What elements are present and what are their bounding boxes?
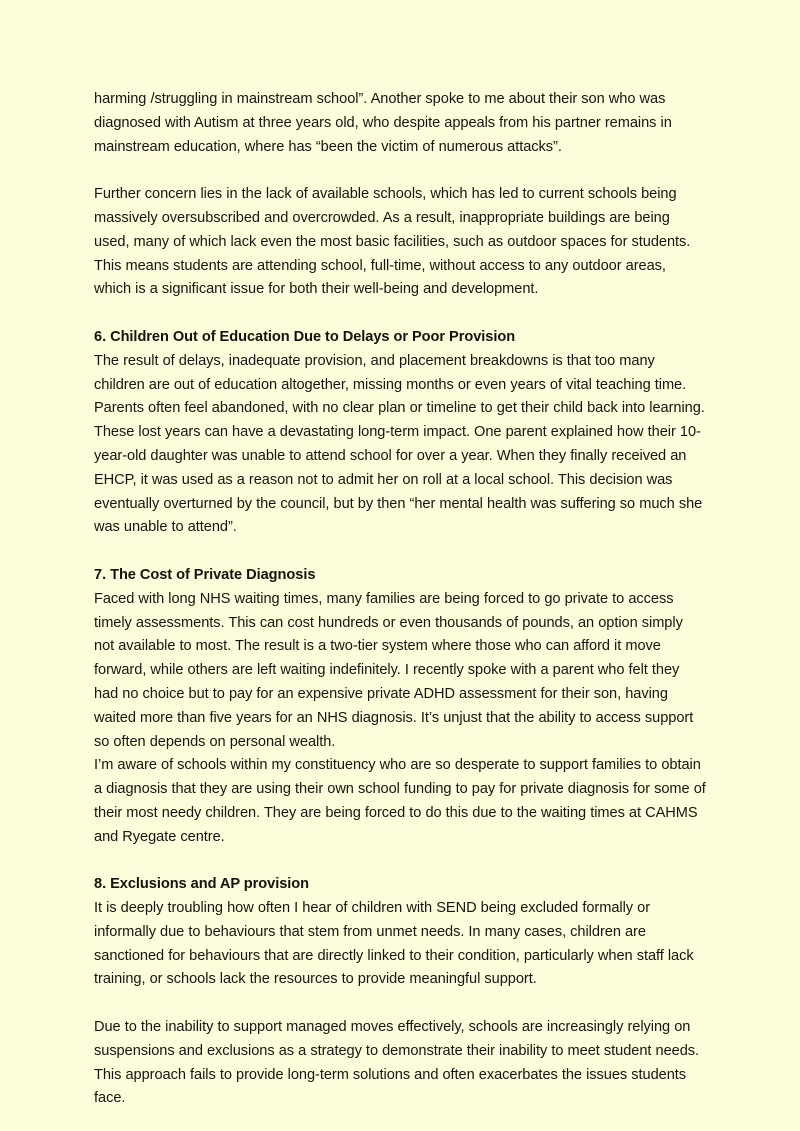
paragraph-lack-of-available-schools: Further concern lies in the lack of available schools, which has led to current schools being massively oversubscribed and overcrowded. As a result, inappropriate buildings are being used, many of which lack even the most basic facilities, such as outdoor spaces for students. This means students are attending school, full-time, without access to any outdoor areas, which is a significant issue for both their well-being and development.: [94, 186, 691, 298]
paragraph-gap-1: [94, 159, 707, 183]
paragraph-section-7-body: Faced with long NHS waiting times, many families are being forced to go private to access timely assessments. This can cost hundreds or even thousands of pounds, an option simply not available to most. The result is a two-tier system where those who can afford it move forward, while others are left waiting indefinitely. I recently spoke with a parent who felt they had no choice but to pay for an expensive private ADHD assessment for their son, having waited more than five years for an NHS diagnosis. It’s unjust that the ability to access support so often depends on personal wealth.: [94, 590, 694, 750]
paragraph-gap-4: [94, 850, 707, 874]
heading-section-6: 6. Children Out of Education Due to Delays or Poor Provision: [94, 328, 516, 345]
paragraph-section-7-schools-funding: I’m aware of schools within my constituency who are so desperate to support families to obtain a diagnosis that they are using their own school funding to pay for private diagnosis for some of their most needy children. They are being forced to do this due to the waiting times at CAHMS and Ryegate centre.: [94, 757, 706, 845]
heading-section-7: 7. The Cost of Private Diagnosis: [94, 566, 316, 583]
paragraph-section-6-body: The result of delays, inadequate provision, and placement breakdowns is that too many children are out of education altogether, missing months or even years of vital teaching time. Parents often feel abandoned, with no clear plan or timeline to get their child back into learning. These lost years can have a devastating long-term impact. One parent explained how their 10-year-old daughter was unable to attend school for over a year. When they finally received an EHCP, it was used as a reason not to admit her on roll at a local school. This decision was eventually overturned by the council, but by then “her mental health was suffering so much she was unable to attend”.: [94, 352, 705, 536]
paragraph-managed-moves-suspensions: Due to the inability to support managed moves effectively, schools are increasingly relying on suspensions and exclusions as a strategy to demonstrate their inability to meet student needs. This approach fails to provide long-term solutions and often exacerbates the issues students face.: [94, 1019, 700, 1107]
heading-section-8: 8. Exclusions and AP provision: [94, 876, 310, 893]
paragraph-section-8-body: It is deeply troubling how often I hear of children with SEND being excluded formally or informally due to behaviours that stem from unmet needs. In many cases, children are sanctioned for behaviours that are directly linked to their condition, particularly when staff lack training, or schools lack the resources to provide meaningful support.: [94, 900, 694, 988]
paragraph-gap-3: [94, 540, 707, 564]
paragraph-continuation-mainstream-school: harming /struggling in mainstream school”. Another spoke to me about their son who was diagnosed with Autism at three years old, who despite appeals from his partner remains in mainstream education, where has “been the victim of numerous attacks”.: [94, 91, 672, 155]
paragraph-gap-2: [94, 302, 707, 326]
paragraph-gap-5: [94, 992, 707, 1016]
document-body: [94, 88, 707, 1111]
